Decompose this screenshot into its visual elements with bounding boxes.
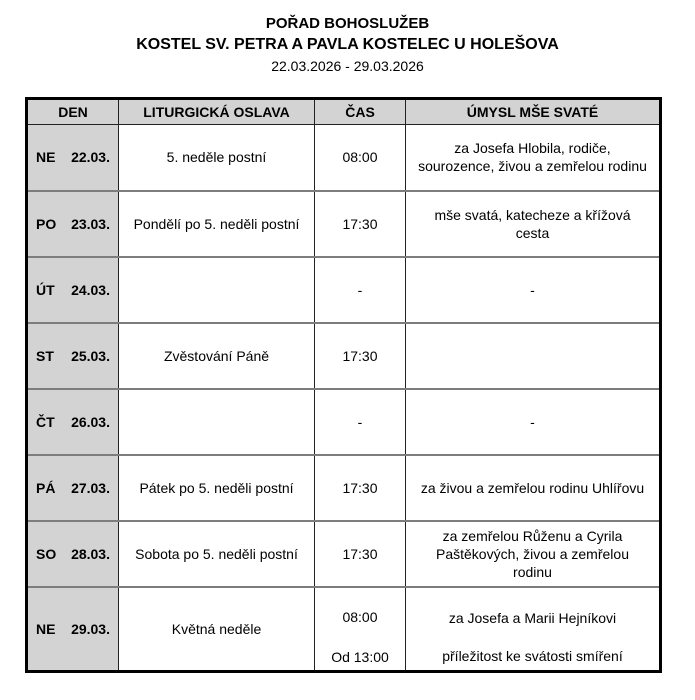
column-header-time: ČAS	[315, 99, 406, 125]
celebration-text: Sobota po 5. neděli postní	[135, 545, 298, 562]
schedule-table-body	[27, 125, 661, 672]
day-date: 28.03.	[71, 545, 110, 562]
time-value: -	[357, 281, 363, 298]
day-abbreviation: ST	[36, 347, 54, 364]
intention-stack	[406, 206, 659, 242]
table-row	[27, 191, 661, 257]
intention-cell	[406, 191, 661, 257]
celebration-cell	[119, 257, 315, 323]
intention-value: -	[530, 413, 535, 430]
day-date: 29.03.	[71, 620, 110, 637]
time-stack	[315, 546, 405, 562]
column-header-celebration: LITURGICKÁ OSLAVA	[119, 99, 315, 125]
time-value: 17:30	[342, 215, 378, 232]
celebration-text: Květná neděle	[171, 620, 262, 637]
day-cell	[27, 257, 119, 323]
intention-cell	[406, 389, 661, 455]
celebration-cell	[119, 455, 315, 521]
celebration-text: Pondělí po 5. neděli postní	[133, 215, 300, 232]
page-header	[0, 0, 695, 76]
date-range: 22.03.2026 - 29.03.2026	[271, 58, 424, 74]
time-stack	[315, 282, 405, 298]
day-wrap	[28, 348, 118, 364]
schedule-table	[25, 97, 662, 673]
intention-value: za zemřelou Růženu a Cyrila Paštěkových, živou a zemřelou rodinu	[436, 527, 629, 580]
time-cell	[315, 125, 406, 191]
celebration-cell	[119, 125, 315, 191]
table-row	[27, 323, 661, 389]
day-abbreviation: ÚT	[36, 281, 55, 298]
table-row	[27, 125, 661, 191]
time-value: 08:00	[342, 149, 378, 166]
church-name: KOSTEL SV. PETRA A PAVLA KOSTELEC U HOLEŠOVA	[136, 36, 559, 53]
table-row	[27, 389, 661, 455]
time-value: Od 13:00	[331, 649, 389, 666]
celebration-cell	[119, 191, 315, 257]
intention-stack	[406, 139, 659, 175]
intention-cell	[406, 125, 661, 191]
intention-value: za Josefa Hlobila, rodiče, sourozence, živou a zemřelou rodinu	[418, 140, 647, 175]
time-value: -	[357, 413, 363, 430]
intention-value: příležitost ke svátosti smíření	[442, 648, 623, 665]
time-value: 17:30	[342, 347, 378, 364]
intention-stack	[406, 413, 659, 431]
intention-value: za Josefa a Marii Hejníkovi	[448, 610, 617, 627]
intention-value: mše svatá, katecheze a křížová cesta	[434, 206, 631, 241]
day-cell	[27, 323, 119, 389]
time-stack	[315, 589, 405, 668]
intention-stack	[406, 527, 659, 581]
intention-cell	[406, 323, 661, 389]
celebration-cell	[119, 587, 315, 672]
table-row	[27, 521, 661, 587]
day-date: 22.03.	[71, 149, 110, 166]
time-cell	[315, 389, 406, 455]
day-wrap	[28, 149, 118, 165]
table-row	[27, 257, 661, 323]
intention-cell	[406, 257, 661, 323]
intention-cell	[406, 455, 661, 521]
day-abbreviation: SO	[36, 545, 57, 562]
intention-stack	[406, 589, 659, 668]
day-cell	[27, 389, 119, 455]
day-abbreviation: NE	[36, 149, 56, 166]
time-stack	[315, 480, 405, 496]
page-title: POŘAD BOHOSLUŽEB	[265, 15, 430, 32]
day-cell	[27, 521, 119, 587]
time-stack	[315, 414, 405, 430]
day-abbreviation: NE	[36, 620, 56, 637]
day-cell	[27, 191, 119, 257]
time-cell	[315, 191, 406, 257]
celebration-cell	[119, 323, 315, 389]
time-cell	[315, 455, 406, 521]
day-wrap	[28, 282, 118, 298]
day-wrap	[28, 621, 118, 637]
day-date: 25.03.	[71, 347, 110, 364]
table-row	[27, 455, 661, 521]
celebration-text: Pátek po 5. neděli postní	[139, 479, 294, 496]
intention-cell	[406, 521, 661, 587]
celebration-text: 5. neděle postní	[166, 149, 267, 166]
time-value: 17:30	[342, 479, 378, 496]
day-cell	[27, 587, 119, 672]
day-wrap	[28, 216, 118, 232]
day-date: 26.03.	[71, 413, 110, 430]
column-header-day: DEN	[27, 99, 119, 125]
time-cell	[315, 323, 406, 389]
time-value: 08:00	[342, 609, 378, 626]
time-cell	[315, 587, 406, 672]
day-cell	[27, 125, 119, 191]
time-cell	[315, 257, 406, 323]
time-value: 17:30	[342, 545, 378, 562]
day-date: 23.03.	[71, 215, 110, 232]
day-wrap	[28, 414, 118, 430]
celebration-cell	[119, 389, 315, 455]
intention-value: za živou a zemřelou rodinu Uhlířovu	[420, 479, 645, 496]
celebration-cell	[119, 521, 315, 587]
time-stack	[315, 216, 405, 232]
column-header-intention: ÚMYSL MŠE SVATÉ	[406, 99, 661, 125]
celebration-text: Zvěstování Páně	[163, 347, 270, 364]
intention-value: -	[530, 281, 535, 298]
intention-stack	[406, 281, 659, 299]
day-cell	[27, 455, 119, 521]
time-stack	[315, 149, 405, 165]
day-abbreviation: PO	[36, 215, 57, 232]
day-date: 27.03.	[71, 479, 110, 496]
intention-stack	[406, 479, 659, 497]
intention-cell	[406, 587, 661, 672]
day-abbreviation: PÁ	[36, 479, 56, 496]
table-header-row	[27, 99, 661, 125]
time-cell	[315, 521, 406, 587]
day-date: 24.03.	[71, 281, 110, 298]
day-wrap	[28, 546, 118, 562]
time-stack	[315, 348, 405, 364]
table-row	[27, 587, 661, 672]
day-wrap	[28, 480, 118, 496]
day-abbreviation: ČT	[36, 413, 55, 430]
